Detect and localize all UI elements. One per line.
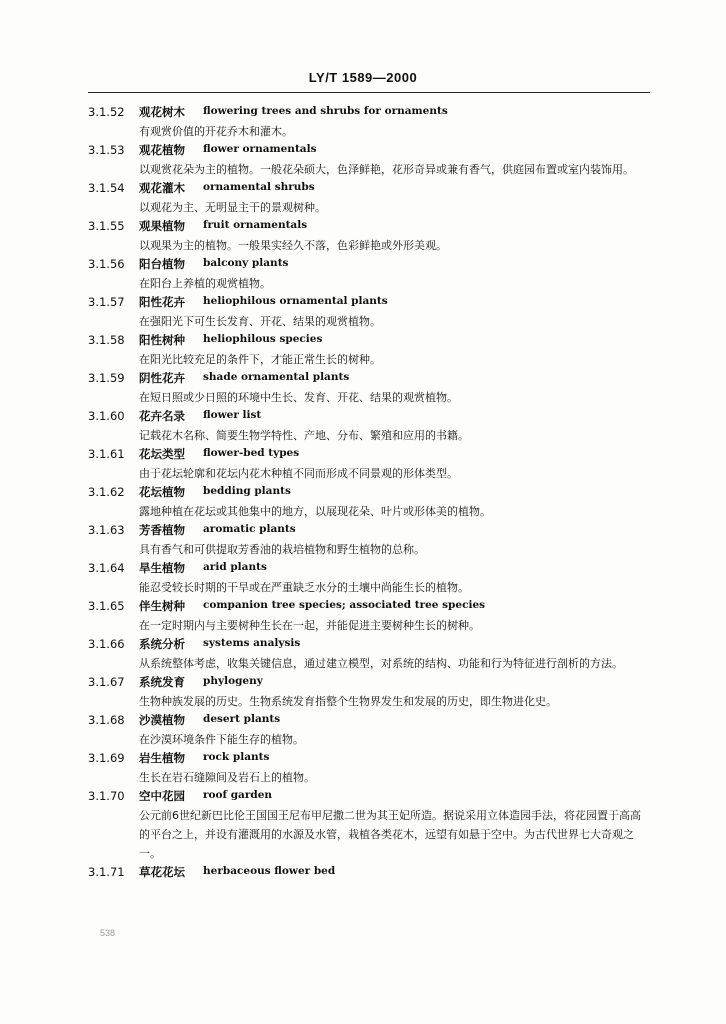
term-english: balcony plants	[203, 257, 289, 269]
term-chinese: 阳性树种	[139, 333, 185, 347]
term-line	[0, 863, 726, 882]
term-number: 3.1.62	[88, 485, 125, 499]
term-english: herbaceous flower bed	[203, 865, 336, 877]
term-number: 3.1.71	[88, 865, 125, 879]
term-number: 3.1.60	[88, 409, 125, 423]
term-entry	[0, 255, 726, 293]
term-english: phylogeny	[203, 675, 263, 687]
term-english: flower ornamentals	[203, 143, 317, 155]
term-english: systems analysis	[203, 637, 301, 649]
term-english: fruit ornamentals	[203, 219, 308, 231]
term-number: 3.1.64	[88, 561, 125, 575]
term-line	[0, 407, 726, 426]
term-entry	[0, 863, 726, 882]
term-line	[0, 293, 726, 312]
term-definition: 有观赏价值的开花乔木和灌木。	[139, 125, 293, 138]
term-number: 3.1.57	[88, 295, 125, 309]
term-chinese: 阳性花卉	[139, 295, 185, 309]
term-definition: 记载花木名称、简要生物学特性、产地、分布、繁殖和应用的书籍。	[139, 429, 469, 442]
term-line	[0, 521, 726, 540]
term-entry	[0, 635, 726, 673]
term-english: shade ornamental plants	[203, 371, 350, 383]
term-chinese: 花坛植物	[139, 485, 185, 499]
term-chinese: 空中花园	[139, 789, 185, 803]
term-line	[0, 445, 726, 464]
term-definition: 由于花坛轮廓和花坛内花木种植不同而形成不同景观的形体类型。	[139, 467, 458, 480]
term-entry	[0, 445, 726, 483]
term-chinese: 旱生植物	[139, 561, 185, 575]
term-english: flower list	[203, 409, 262, 421]
term-definition: 从系统整体考虑，收集关键信息，通过建立模型，对系统的结构、功能和行为特征进行剖析的方法。	[139, 657, 623, 670]
term-entry	[0, 711, 726, 749]
term-definition: 具有香气和可供提取芳香油的栽培植物和野生植物的总称。	[139, 543, 425, 556]
term-line	[0, 255, 726, 274]
term-definition: 在短日照或少日照的环境中生长、发育、开花、结果的观赏植物。	[139, 391, 458, 404]
term-entry	[0, 141, 726, 179]
term-english: ornamental shrubs	[203, 181, 315, 193]
term-definition: 在一定时期内与主要树种生长在一起，并能促进主要树种生长的树种。	[139, 619, 480, 632]
term-line	[0, 483, 726, 502]
term-number: 3.1.54	[88, 181, 125, 195]
term-definition: 在阳台上养植的观赏植物。	[139, 277, 271, 290]
term-number: 3.1.65	[88, 599, 125, 613]
term-chinese: 观花灌木	[139, 181, 185, 195]
term-number: 3.1.58	[88, 333, 125, 347]
term-english: roof garden	[203, 789, 273, 801]
term-english: companion tree species; associated tree species	[203, 599, 486, 611]
term-definition: 以观赏花朵为主的植物。一般花朵硕大，色泽鲜艳，花形奇异或兼有香气，供庭园布置或室内装饰用。	[139, 163, 634, 176]
term-entry	[0, 331, 726, 369]
term-chinese: 系统分析	[139, 637, 185, 651]
term-line	[0, 369, 726, 388]
term-line	[0, 217, 726, 236]
term-number: 3.1.67	[88, 675, 125, 689]
term-definition: 以观果为主的植物。一般果实经久不落，色彩鲜艳或外形美观。	[139, 239, 447, 252]
term-chinese: 阴性花卉	[139, 371, 185, 385]
term-english: aromatic plants	[203, 523, 296, 535]
term-english: desert plants	[203, 713, 281, 725]
term-number: 3.1.61	[88, 447, 125, 461]
term-entry	[0, 749, 726, 787]
term-entry	[0, 103, 726, 141]
page-number: 538	[100, 928, 116, 938]
term-chinese: 阳台植物	[139, 257, 185, 271]
term-line	[0, 559, 726, 578]
term-line	[0, 179, 726, 198]
term-entry	[0, 787, 726, 863]
term-english: flower-bed types	[203, 447, 300, 459]
term-list	[0, 103, 726, 882]
term-definition: 在阳光比较充足的条件下，才能正常生长的树种。	[139, 353, 381, 366]
term-entry	[0, 369, 726, 407]
term-definition: 以观花为主、无明显主干的景观树种。	[139, 201, 326, 214]
term-chinese: 岩生植物	[139, 751, 185, 765]
term-number: 3.1.56	[88, 257, 125, 271]
term-english: heliophilous species	[203, 333, 323, 345]
term-entry	[0, 407, 726, 445]
term-line	[0, 103, 726, 122]
document-header: LY/T 1589—2000	[308, 70, 418, 85]
term-line	[0, 673, 726, 692]
term-entry	[0, 597, 726, 635]
term-entry	[0, 179, 726, 217]
term-chinese: 观花植物	[139, 143, 185, 157]
term-chinese: 沙漠植物	[139, 713, 185, 727]
term-line	[0, 787, 726, 806]
term-entry	[0, 217, 726, 255]
term-number: 3.1.70	[88, 789, 125, 803]
term-english: rock plants	[203, 751, 270, 763]
term-line	[0, 331, 726, 350]
term-line	[0, 141, 726, 160]
term-english: heliophilous ornamental plants	[203, 295, 388, 307]
term-chinese: 观花树木	[139, 105, 185, 119]
term-definition: 在强阳光下可生长发育、开花、结果的观赏植物。	[139, 315, 381, 328]
term-chinese: 芳香植物	[139, 523, 185, 537]
term-line	[0, 635, 726, 654]
term-line	[0, 711, 726, 730]
term-definition: 露地种植在花坛或其他集中的地方，以展现花朵、叶片或形体美的植物。	[139, 505, 491, 518]
term-entry	[0, 293, 726, 331]
term-definition: 在沙漠环境条件下能生存的植物。	[139, 733, 304, 746]
term-definition: 生长在岩石缝隙间及岩石上的植物。	[139, 771, 315, 784]
term-number: 3.1.55	[88, 219, 125, 233]
term-line	[0, 597, 726, 616]
term-number: 3.1.52	[88, 105, 125, 119]
term-english: arid plants	[203, 561, 267, 573]
term-chinese: 观果植物	[139, 219, 185, 233]
term-number: 3.1.66	[88, 637, 125, 651]
term-entry	[0, 559, 726, 597]
term-english: bedding plants	[203, 485, 291, 497]
term-entry	[0, 673, 726, 711]
term-number: 3.1.68	[88, 713, 125, 727]
term-number: 3.1.59	[88, 371, 125, 385]
term-number: 3.1.69	[88, 751, 125, 765]
term-chinese: 草花花坛	[139, 865, 185, 879]
term-definition: 公元前6世纪新巴比伦王国国王尼布甲尼撒二世为其王妃所造。据说采用立体造园手法，将花园置于高高的平台之上，并设有灌溉用的水源及水管，栽植各类花木，远望有如悬于空中。为古代世界七大奇观之一。	[139, 809, 641, 860]
term-chinese: 花坛类型	[139, 447, 185, 461]
term-english: flowering trees and shrubs for ornaments	[203, 105, 448, 117]
term-definition: 生物种族发展的历史。生物系统发育指整个生物界发生和发展的历史，即生物进化史。	[139, 695, 557, 708]
term-chinese: 系统发育	[139, 675, 185, 689]
term-number: 3.1.63	[88, 523, 125, 537]
term-line	[0, 749, 726, 768]
term-number: 3.1.53	[88, 143, 125, 157]
term-definition: 能忍受较长时期的干旱或在严重缺乏水分的土壤中尚能生长的植物。	[139, 581, 469, 594]
header-rule	[88, 92, 650, 93]
term-chinese: 伴生树种	[139, 599, 185, 613]
term-chinese: 花卉名录	[139, 409, 185, 423]
term-entry	[0, 483, 726, 521]
term-entry	[0, 521, 726, 559]
